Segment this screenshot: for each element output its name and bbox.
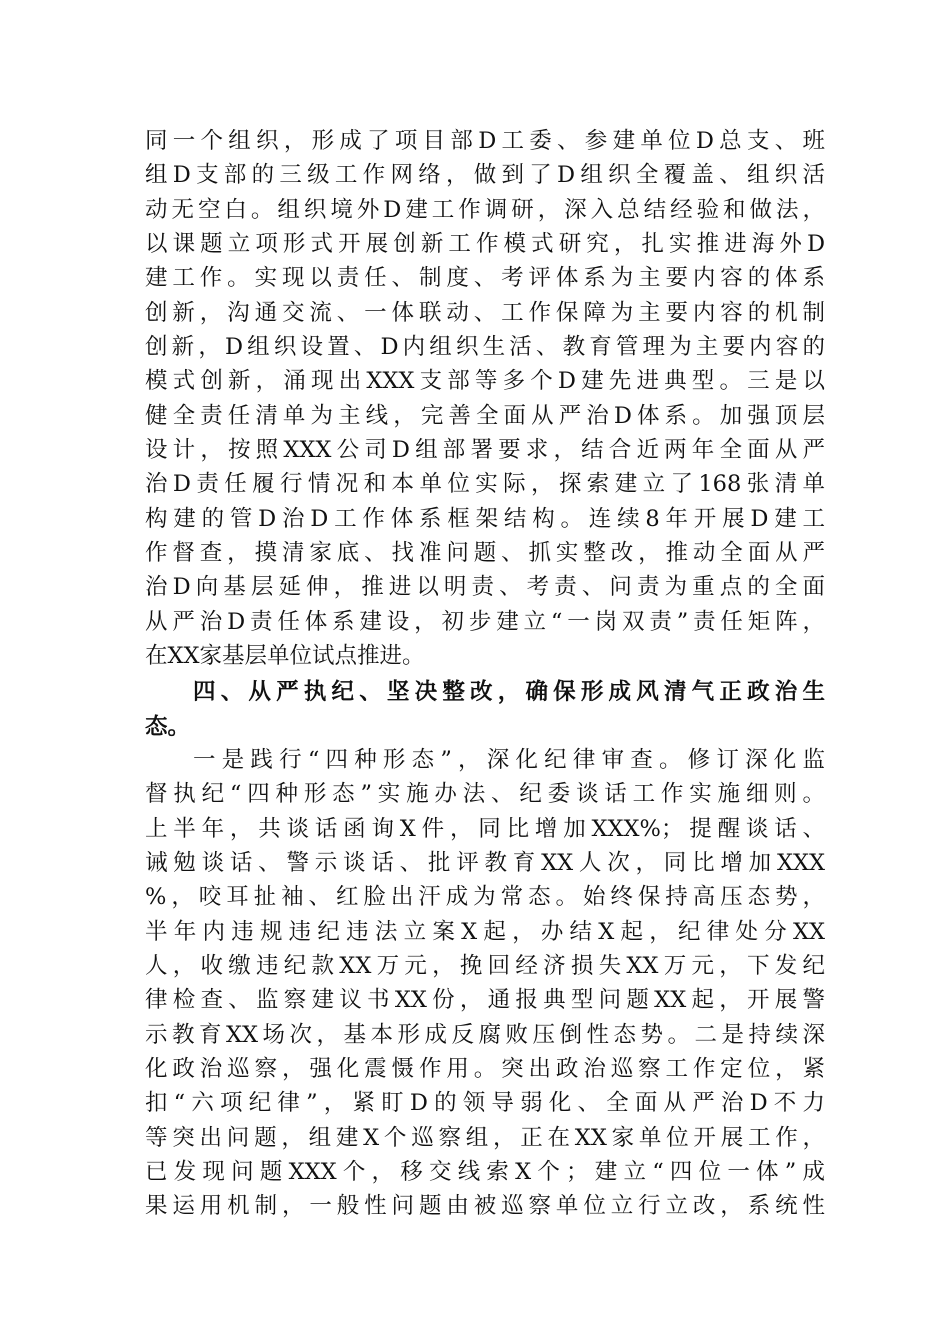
paragraph-line: 上半年，共谈话函询X件，同比增加XXX%；提醒谈话、 [145,815,825,842]
paragraph-line: 模式创新，涌现出XXX支部等多个D建先进典型。三是以 [145,368,825,395]
section-heading-4 [145,675,825,744]
paragraph-line: 人，收缴违纪款XX万元，挽回经济损失XX万元，下发纪 [145,953,825,980]
paragraph-line: 以课题立项形式开展创新工作模式研究，扎实推进海外D [145,231,825,258]
paragraph-line: 督执纪“四种形态”实施办法、纪委谈话工作实施细则。 [145,781,825,808]
paragraph-line: 律检查、监察建议书XX份，通报典型问题XX起，开展警 [145,987,825,1014]
paragraph-line: %，咬耳扯袖、红脸出汗成为常态。始终保持高压态势， [145,884,825,911]
paragraph-line: 示教育XX场次，基本形成反腐败压倒性态势。二是持续深 [145,1021,825,1048]
paragraph-line: 健全责任清单为主线，完善全面从严治D体系。加强顶层 [145,402,825,429]
paragraph-line: 作督查，摸清家底、找准问题、抓实整改，推动全面从严 [145,540,825,567]
paragraph-party-building [145,124,825,674]
paragraph-line: 扣“六项纪律”，紧盯D的领导弱化、全面从严治D不力 [145,1090,825,1117]
paragraph-line: 设计，按照XXX公司D组部署要求，结合近两年全面从严 [145,437,825,464]
paragraph-line: 组D支部的三级工作网络，做到了D组织全覆盖、组织活 [145,162,825,189]
paragraph-line: 半年内违规违纪违法立案X起，办结X起，纪律处分XX [145,918,825,945]
heading-line: 四、从严执纪、坚决整改，确保形成风清气正政治生 [193,679,825,705]
paragraph-line: 建工作。实现以责任、制度、考评体系为主要内容的体系 [145,265,825,292]
paragraph-line: 已发现问题XXX个，移交线索X个；建立“四位一体”成 [145,1159,825,1186]
heading-line: 态。 [145,713,191,740]
paragraph-line: 化政治巡察，强化震慑作用。突出政治巡察工作定位，紧 [145,1056,825,1083]
paragraph-discipline [145,743,825,1224]
paragraph-line: 在XX家基层单位试点推进。 [145,643,425,670]
paragraph-line: 同一个组织，形成了项目部D工委、参建单位D总支、班 [145,128,825,154]
paragraph-line: 从严治D责任体系建设，初步建立“一岗双责”责任矩阵， [145,608,825,635]
paragraph-line: 创新，D组织设置、D内组织生活、教育管理为主要内容的 [145,334,825,361]
paragraph-line: 治D向基层延伸，推进以明责、考责、问责为重点的全面 [145,574,825,601]
paragraph-line: 治D责任履行情况和本单位实际，探索建立了168张清单 [145,471,825,498]
paragraph-line: 诫勉谈话、警示谈话、批评教育XX人次，同比增加XXX [145,850,825,877]
paragraph-line: 等突出问题，组建X个巡察组，正在XX家单位开展工作， [145,1124,825,1151]
paragraph-line: 创新，沟通交流、一体联动、工作保障为主要内容的机制 [145,299,825,326]
paragraph-line: 动无空白。组织境外D建工作调研，深入总结经验和做法， [145,196,825,223]
paragraph-line: 构建的管D治D工作体系框架结构。连续8年开展D建工 [145,505,825,532]
paragraph-line: 一是践行“四种形态”，深化纪律审查。修订深化监 [193,747,825,773]
paragraph-line: 果运用机制，一般性问题由被巡察单位立行立改，系统性 [145,1193,825,1220]
